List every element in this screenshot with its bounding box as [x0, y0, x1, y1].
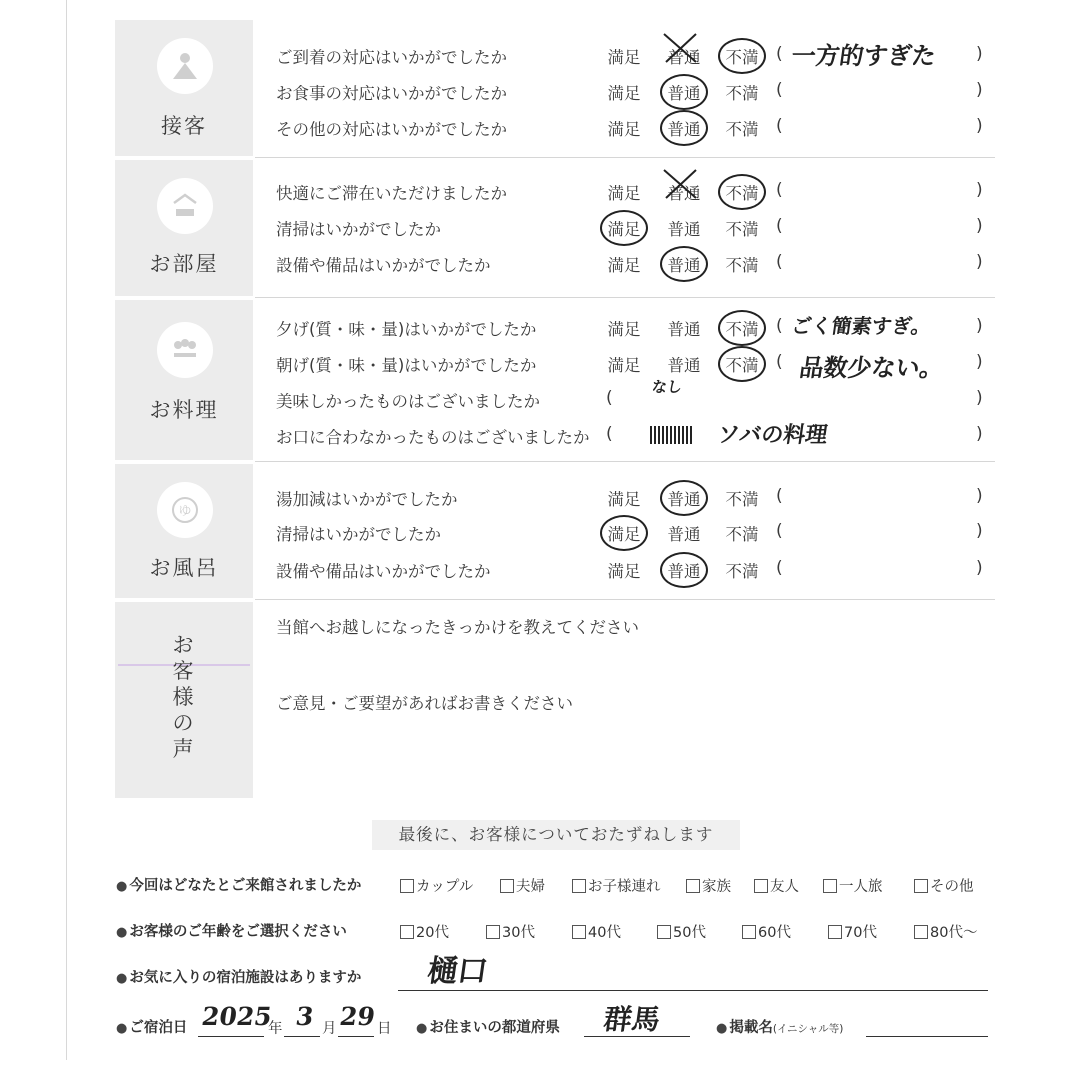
paren-open: ( [606, 388, 613, 408]
underline [338, 1036, 374, 1037]
handwritten-comment[interactable]: ソバの料理 [715, 422, 830, 448]
selection-circle [660, 110, 708, 146]
checkbox-label: 30代 [502, 925, 535, 941]
option-normal[interactable]: 普通 [667, 320, 701, 339]
display-name-label: ● 掲載名(イニシャル等) [716, 1016, 843, 1037]
selection-circle [660, 74, 708, 110]
checkbox-icon [500, 879, 514, 893]
paren-open: ( [776, 486, 783, 506]
checkbox-label: 一人旅 [839, 879, 883, 895]
cross-mark [660, 166, 700, 202]
checkbox-icon [914, 925, 928, 939]
question-cuisine-2: 美味しかったものはございましたか [276, 392, 540, 411]
checkbox-icon [400, 925, 414, 939]
paren-close: ) [976, 558, 983, 578]
paren-close: ) [976, 424, 983, 444]
divider [255, 461, 995, 462]
selection-circle [660, 246, 708, 282]
question-cuisine-0: 夕げ(質・味・量)はいかがでしたか [276, 320, 537, 339]
option-satisfied[interactable]: 満足 [607, 120, 641, 139]
paren-close: ) [976, 116, 983, 136]
checkbox-icon [828, 925, 842, 939]
day-unit: 日 [377, 1021, 392, 1037]
paren-open: ( [776, 558, 783, 578]
option-satisfied[interactable]: 満足 [607, 356, 641, 375]
question-bath-1: 清掃はいかがでしたか [276, 525, 441, 544]
checkbox-label: 友人 [770, 879, 799, 895]
checkbox-label: 50代 [673, 925, 706, 941]
margin-line [66, 0, 67, 1060]
option-satisfied[interactable]: 満足 [607, 525, 641, 544]
option-unsatisfied[interactable]: 不満 [725, 356, 759, 375]
option-satisfied[interactable]: 満足 [607, 256, 641, 275]
selection-circle [600, 210, 648, 246]
checkbox-label: その他 [930, 879, 974, 895]
stay-month[interactable]: 3 [293, 1002, 316, 1031]
underline [198, 1036, 264, 1037]
selection-circle [718, 38, 766, 74]
question-room-2: 設備や備品はいかがでしたか [276, 256, 491, 275]
option-unsatisfied[interactable]: 不満 [725, 48, 759, 67]
option-normal[interactable]: 普通 [667, 220, 701, 239]
companion-checkbox-3[interactable] [686, 875, 731, 896]
selection-circle [600, 515, 648, 551]
stay-year[interactable]: 2025 [199, 1002, 274, 1031]
option-normal[interactable]: 普通 [667, 356, 701, 375]
age-checkbox-2[interactable] [572, 921, 621, 942]
divider [255, 599, 995, 600]
selection-circle [660, 552, 708, 588]
option-satisfied[interactable]: 満足 [607, 220, 641, 239]
option-normal[interactable]: 普通 [667, 184, 701, 203]
option-unsatisfied[interactable]: 不満 [725, 184, 759, 203]
paren-open: ( [606, 424, 613, 444]
section-label: お部屋 [149, 252, 219, 276]
checkbox-icon [572, 925, 586, 939]
stay-day[interactable]: 29 [337, 1002, 377, 1031]
age-checkbox-0[interactable] [400, 921, 449, 942]
section-label: お料理 [149, 398, 219, 422]
checkbox-icon [657, 925, 671, 939]
handwritten-comment[interactable]: なし [650, 378, 684, 396]
selection-circle [718, 346, 766, 382]
option-unsatisfied[interactable]: 不満 [725, 562, 759, 581]
checkbox-label: 80代〜 [930, 925, 978, 941]
handwritten-comment[interactable]: 一方的すぎた [789, 41, 938, 70]
paren-open: ( [776, 316, 783, 336]
question-hospitality-2: その他の対応はいかがでしたか [276, 120, 507, 139]
section-label: お風呂 [149, 556, 219, 580]
paren-close: ) [976, 316, 983, 336]
checkbox-label: 家族 [702, 879, 731, 895]
paren-close: ) [976, 80, 983, 100]
underline [584, 1036, 690, 1037]
cross-mark [660, 30, 700, 66]
selection-circle [660, 480, 708, 516]
section-tab-cuisine [115, 300, 253, 460]
checkbox-icon [914, 879, 928, 893]
option-unsatisfied[interactable]: 不満 [725, 256, 759, 275]
question-bath-0: 湯加減はいかがでしたか [276, 490, 458, 509]
paren-close: ) [976, 252, 983, 272]
final-title: 最後に、お客様についておたずねします [372, 820, 740, 850]
display-name-underline[interactable] [866, 1036, 988, 1037]
section-tab-bath [115, 464, 253, 598]
month-unit: 月 [322, 1021, 337, 1037]
paren-close: ) [976, 44, 983, 64]
paren-close: ) [976, 521, 983, 541]
favorite-answer[interactable]: 樋口 [425, 954, 490, 989]
paren-open: ( [776, 216, 783, 236]
paren-close: ) [976, 180, 983, 200]
companion-checkbox-2[interactable] [572, 875, 661, 896]
checkbox-icon [686, 879, 700, 893]
paren-close: ) [976, 216, 983, 236]
handwritten-comment[interactable]: 品数少ない。 [797, 353, 946, 382]
companion-checkbox-5[interactable] [823, 875, 883, 896]
age-checkbox-4[interactable] [742, 921, 791, 942]
svg-text:ゆ: ゆ [178, 504, 192, 519]
companion-question: ● 今回はどなたとご来館されましたか [116, 874, 361, 895]
checkbox-icon [742, 925, 756, 939]
year-unit: 年 [268, 1021, 283, 1037]
section-label: 接客 [161, 114, 207, 138]
paren-open: ( [776, 116, 783, 136]
paren-open: ( [776, 352, 783, 372]
stay-date-label: ● ご宿泊日 [116, 1016, 187, 1037]
paren-open: ( [776, 521, 783, 541]
option-normal[interactable]: 普通 [667, 84, 701, 103]
paren-close: ) [976, 486, 983, 506]
paren-open: ( [776, 252, 783, 272]
age-checkbox-3[interactable] [657, 921, 706, 942]
section-tab-hospitality [115, 20, 253, 156]
selection-circle [718, 174, 766, 210]
question-room-0: 快適にご滞在いただけましたか [276, 184, 507, 203]
question-hospitality-0: ご到着の対応はいかがでしたか [276, 48, 507, 67]
checkbox-label: 40代 [588, 925, 621, 941]
question-cuisine-1: 朝げ(質・味・量)はいかがでしたか [276, 356, 537, 375]
cuisine-icon [157, 322, 213, 378]
selection-circle [718, 310, 766, 346]
option-unsatisfied[interactable]: 不満 [725, 525, 759, 544]
option-normal[interactable]: 普通 [667, 562, 701, 581]
option-satisfied[interactable]: 満足 [607, 48, 641, 67]
hospitality-icon [157, 38, 213, 94]
checkbox-icon [823, 879, 837, 893]
section-tab-room [115, 160, 253, 296]
companion-checkbox-4[interactable] [754, 875, 799, 896]
option-unsatisfied[interactable]: 不満 [725, 220, 759, 239]
option-unsatisfied[interactable]: 不満 [725, 84, 759, 103]
option-normal[interactable]: 普通 [667, 490, 701, 509]
age-checkbox-5[interactable] [828, 921, 877, 942]
divider [255, 297, 995, 298]
option-normal[interactable]: 普通 [667, 525, 701, 544]
checkbox-label: 60代 [758, 925, 791, 941]
checkbox-label: 夫婦 [516, 879, 545, 895]
underline [284, 1036, 320, 1037]
hot-spring-icon [157, 482, 213, 538]
option-normal[interactable]: 普通 [667, 256, 701, 275]
question-bath-2: 設備や備品はいかがでしたか [276, 562, 491, 581]
checkbox-icon [754, 879, 768, 893]
paren-open: ( [776, 44, 783, 64]
option-satisfied[interactable]: 満足 [607, 184, 641, 203]
option-normal[interactable]: 普通 [667, 120, 701, 139]
checkbox-icon [486, 925, 500, 939]
question-room-1: 清掃はいかがでしたか [276, 220, 441, 239]
age-question: ● お客様のご年齢をご選択ください [116, 920, 347, 941]
divider [255, 157, 995, 158]
age-checkbox-1[interactable] [486, 921, 535, 942]
handwritten-comment[interactable]: ごく簡素すぎ。 [790, 314, 933, 338]
option-unsatisfied[interactable]: 不満 [725, 120, 759, 139]
option-normal[interactable]: 普通 [667, 48, 701, 67]
option-satisfied[interactable]: 満足 [607, 562, 641, 581]
checkbox-label: 20代 [416, 925, 449, 941]
paren-open: ( [776, 180, 783, 200]
companion-checkbox-1[interactable] [500, 875, 545, 896]
room-icon [157, 178, 213, 234]
age-checkbox-6[interactable] [914, 921, 977, 942]
voice-question-1: 当館へお越しになったきっかけを教えてください [276, 618, 639, 637]
option-satisfied[interactable]: 満足 [607, 84, 641, 103]
checkbox-icon [400, 879, 414, 893]
companion-checkbox-6[interactable] [914, 875, 974, 896]
prefecture-answer[interactable]: 群馬 [601, 1003, 663, 1036]
checkbox-icon [572, 879, 586, 893]
option-unsatisfied[interactable]: 不満 [725, 490, 759, 509]
scribble-mark [650, 426, 692, 444]
favorite-question: ● お気に入りの宿泊施設はありますか [116, 966, 361, 987]
checkbox-label: お子様連れ [588, 879, 661, 895]
checkbox-label: カップル [416, 879, 474, 895]
paren-open: ( [776, 80, 783, 100]
voice-label: お 客 様 の 声 [172, 633, 194, 761]
checkbox-label: 70代 [844, 925, 877, 941]
question-cuisine-3: お口に合わなかったものはございましたか [276, 428, 590, 447]
option-unsatisfied[interactable]: 不満 [725, 320, 759, 339]
companion-checkbox-0[interactable] [400, 875, 473, 896]
option-satisfied[interactable]: 満足 [607, 320, 641, 339]
paren-close: ) [976, 388, 983, 408]
voice-question-2: ご意見・ご要望があればお書きください [276, 694, 573, 713]
paren-close: ) [976, 352, 983, 372]
option-satisfied[interactable]: 満足 [607, 490, 641, 509]
prefecture-label: ● お住まいの都道府県 [416, 1016, 560, 1037]
favorite-underline [398, 990, 988, 991]
question-hospitality-1: お食事の対応はいかがでしたか [276, 84, 507, 103]
